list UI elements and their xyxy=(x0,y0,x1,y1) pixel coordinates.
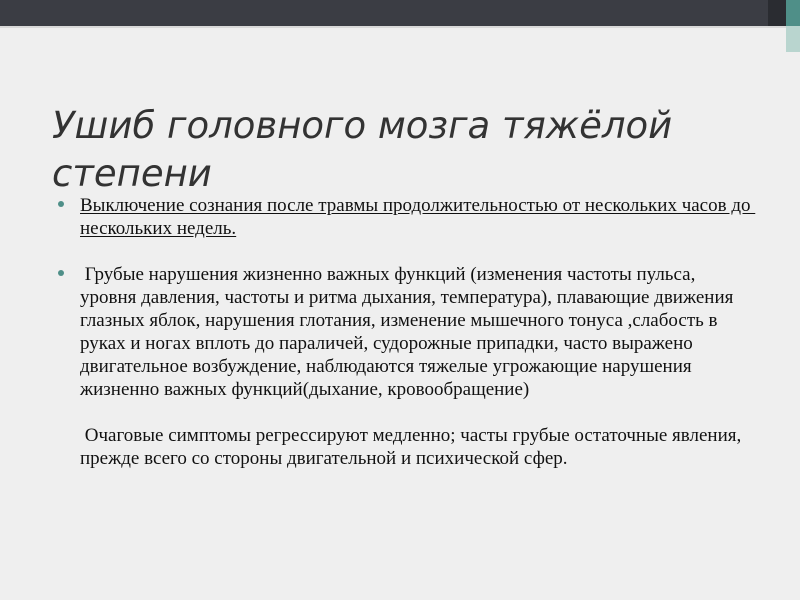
top-header-bar xyxy=(0,0,800,26)
bullet-dot-icon xyxy=(58,201,64,207)
paragraph-focal-symptoms: Очаговые симптомы регрессируют медленно; часты грубые остаточные явления, прежде всего со стороны двигательной и психической сфер. xyxy=(80,425,747,469)
header-accent-light xyxy=(786,26,800,52)
header-accent-dark xyxy=(768,0,786,26)
bullet-text-consciousness: Выключение сознания после травмы продолжительностью от нескольких часов до нескольких недель. xyxy=(80,195,756,239)
header-accent-teal xyxy=(786,0,800,26)
bullet-item-vital-functions xyxy=(80,263,752,401)
header-divider xyxy=(0,26,800,28)
slide-title: Ушиб головного мозга тяжёлой степени xyxy=(52,104,673,195)
bullet-item-consciousness xyxy=(80,194,756,240)
bullet-text-vital-functions: Грубые нарушения жизненно важных функций (изменения частоты пульса, уровня давления, частоты и ритма дыхания, температура), плавающие движения глазных яблок, нарушения глотания, изменение мышечного тонуса ,слабость в руках и ногах вплоть до параличей, судорожные припадки, часто выражено двигательное возбуждение, наблюдаются тяжелые угрожающие нарушения жизненно важных функций(дыхание, кровообращение) xyxy=(80,264,739,400)
slide-content xyxy=(52,194,756,470)
bullet-dot-icon xyxy=(58,270,64,276)
